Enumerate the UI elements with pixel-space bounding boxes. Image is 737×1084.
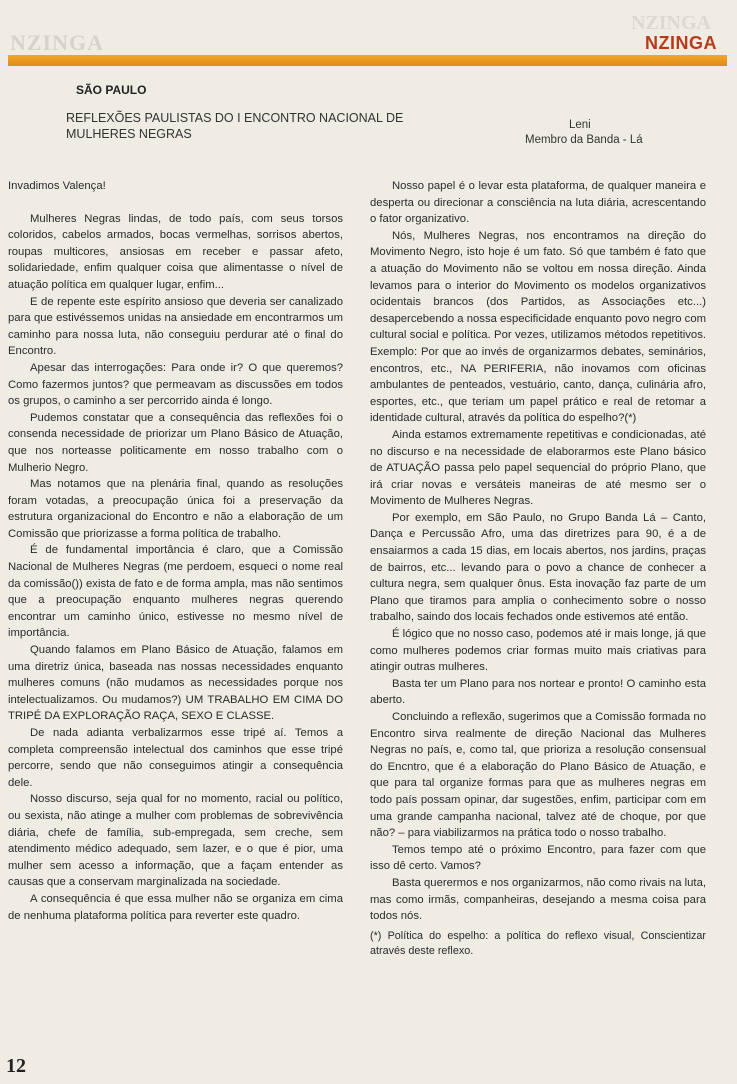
- paragraph: Basta querermos e nos organizarmos, não como rivais na luta, mas como irmãs, companheiras, desejando a mesma coisa para todos nós.: [370, 876, 706, 923]
- paragraph: Quando falamos em Plano Básico de Atuação, falamos em uma diretriz única, baseada nas nossas necessidades enquanto mulheres comuns (não mudamos as necessidades porque nos intelectualizamos. Ou mudamos?) UM TRABALHO EM CIMA DO TRIPÉ DA EXPLORAÇÃO RAÇA, SEXO E CLASSE.: [8, 644, 343, 723]
- paragraph: De nada adianta verbalizarmos esse tripé aí. Temos a completa compreensão intelectual dos caminhos que esse tripé percorre, sendo que não conseguimos atingir a consequência dele.: [8, 727, 343, 789]
- byline: [525, 118, 695, 148]
- paragraph: Pudemos constatar que a consequência das reflexões foi o consenda necessidade de priorizar um Plano Básico de Atuação, que nos norteasse politicamente em nosso trabalho com o Mulherio Negro.: [8, 411, 343, 474]
- ghost-header-left: NZINGA: [10, 30, 105, 55]
- footnote: (*) Política do espelho: a política do reflexo visual, Conscientizar através deste reflexo.: [370, 929, 706, 958]
- paragraph: Nosso papel é o levar esta plataforma, de qualquer maneira e desperta ou direcionar a consciência na luta diária, acrescentando o fator organizativo.: [370, 180, 706, 226]
- article-title: REFLEXÕES PAULISTAS DO I ENCONTRO NACIONAL DE MULHERES NEGRAS: [66, 111, 404, 141]
- right-column: [370, 178, 706, 960]
- paragraph: Apesar das interrogações: Para onde ir? O que queremos? Como fazermos juntos? que permeavam as discussões em todos os grupos, o caminho a ser percorrido ainda é longo.: [8, 361, 343, 408]
- page-number: 12: [6, 1055, 26, 1077]
- paragraph: Nós, Mulheres Negras, nos encontramos na direção do Movimento Negro, isto hoje é um fato. Só que também é fato que a atuação do Movimento não se voltou em nossa direção. Ainda levamos para o interior do Movimento os modelos organizativos ocidentais brancos (dos Partidos, as Associações etc...) desapercebendo a nossa especificidade enquanto povo negro com cultural social e política. Por vezes, utilizamos métodos repetitivos. Exemplo: Por que ao invés de organizarmos debates, seminários, encontros, etc., NA PERIFERIA, não inovamos com oficinas ambulantes de penteados, vestuário, canto, dança, culinária afro, esportes, etc., que teriam um papel prático e real de retomar a identidade cultural, através da política do espelho?(*): [370, 229, 707, 425]
- paragraph: Nosso discurso, seja qual for no momento, racial ou político, ou sexista, não atinge a mulher com problemas de sobrevivência diária, chefe de família, sub-empregada, sem creche, sem atendimento médico adequado, sem lazer, e o que é pior, uma mulher sem acesso a informação, que a façam entender as causas que a conservam marginalizada na sociedade.: [8, 793, 343, 889]
- paragraph: Concluindo a reflexão, sugerimos que a Comissão formada no Encontro sirva realmente de direção Nacional das Mulheres Negras no país, e, como tal, que prioriza a resolução consensual do Encntro, que é a elaboração do Plano Básico de Atuação, e que para tal organize formas para que as mulheres negras em todo país possam opinar, dar sugestões, enfim, participar com em uma grande campanha nacional, talvez até de choque, por que não? – para viabilizarmos na prática todo o nosso trabalho.: [370, 711, 706, 840]
- paragraph: É de fundamental importância é claro, que a Comissão Nacional de Mulheres Negras (me perdoem, esqueci o nome real da comissão()) exista de fato e de forma ampla, mas não sentimos que a preocupação enquanto mulheres negras querendo encontrar um caminho único, estivesse no mesmo nível de importância.: [8, 544, 343, 640]
- paragraph: A consequência é que essa mulher não se organiza em cima de nenhuma plataforma política para reverter este quadro.: [8, 892, 343, 922]
- paragraph: Mulheres Negras lindas, de todo país, com seus torsos coloridos, cabelos armados, bocas vermelhas, sorrisos abertos, roupas multicores, ansiosas em receber e passar afeto, solidariedade, enfim qualquer coisa que alimentasse o nível de atuação política em qualquer lugar, enfim...: [8, 212, 343, 291]
- paragraph: Temos tempo até o próximo Encontro, para fazer com que isso dê certo. Vamos?: [370, 843, 706, 873]
- paragraph: Por exemplo, em São Paulo, no Grupo Banda Lá – Canto, Dança e Percussão Afro, uma das diretrizes para 90, é a de ensaiarmos a cada 15 dias, em locais abertos, nos jardins, praças de bairros, etc... levando para o povo a chance de conhecer a cultura negra, sem qualquer ônus. Esta inovação faz parte de um Plano que tiramos para amplia o conhecimento sobre o nosso trabalho, saindo dos locais fechados onde estivemos até então.: [370, 511, 706, 624]
- paragraph: Basta ter um Plano para nos nortear e pronto! O caminho esta aberto.: [370, 677, 706, 707]
- section-label: SÃO PAULO: [76, 83, 147, 97]
- paragraph: É lógico que no nosso caso, podemos até ir mais longe, já que como mulheres podemos criar formas muito mais criativas para atingir outras mulheres.: [370, 628, 706, 674]
- author-role: Membro da Banda - Lá: [525, 134, 643, 146]
- paragraph: Invadimos Valença!: [8, 180, 106, 192]
- magazine-title: NZINGA: [645, 33, 717, 53]
- paragraph: Mas notamos que na plenária final, quando as resoluções foram votadas, a preocupação única foi a preservação da estrutura organizacional do Encontro e não a elaboração de um Comissão que priorizasse a forma política de trabalho.: [8, 478, 343, 540]
- author-name: Leni: [569, 119, 591, 131]
- paragraph: Ainda estamos extremamente repetitivas e condicionadas, até no discurso e na necessidade de elaborarmos este Plano básico de ATUAÇÃO passa pelo papel sequencial do próprio Plano, que irá criar novas e versáteis maneiras de até mesmo ser o Movimento de Mulheres Negras.: [370, 428, 706, 508]
- ghost-header-right: NZINGA: [630, 12, 711, 34]
- header-bar: [8, 55, 727, 66]
- left-column: [8, 178, 343, 924]
- paragraph: E de repente este espírito ansioso que deveria ser canalizado para que estivéssemos unidas na ansiedade em encontrarmos um caminho para nossa luta, não conseguiu perdurar até o final do Encontro.: [8, 295, 343, 358]
